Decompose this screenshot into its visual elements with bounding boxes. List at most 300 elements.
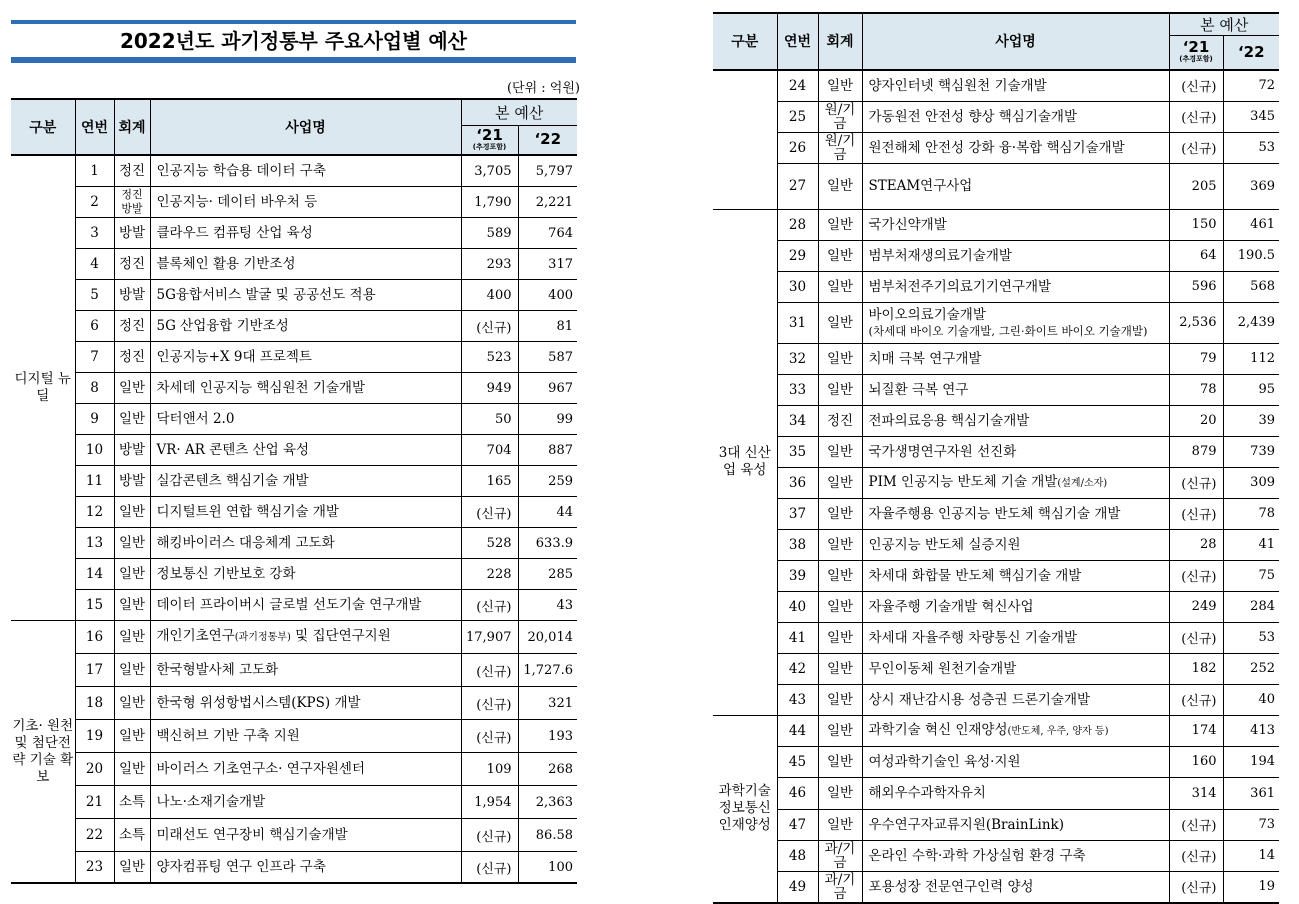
project-name-text: 디지털트윈 연합 핵심기술 개발 (156, 504, 339, 520)
project-name-text: 한국형발사체 고도화 (156, 662, 279, 678)
project-name (862, 529, 1169, 560)
project-name-text: 한국형 위성항법시스템(KPS) 개발 (156, 695, 361, 711)
row-number: 38 (777, 529, 818, 560)
table-row (11, 249, 577, 280)
project-name (150, 342, 461, 373)
header-account: 회계 (818, 13, 862, 70)
budget-2022: 633.9 (518, 528, 577, 559)
budget-2022: 40 (1223, 684, 1279, 715)
page-title-banner (11, 20, 576, 64)
table-row (713, 240, 1279, 271)
project-name (862, 70, 1169, 102)
budget-2021: 1,954 (461, 786, 518, 819)
project-name-text: 국가신약개발 (868, 216, 947, 233)
project-name (862, 777, 1169, 809)
account-cell: 일반 (818, 302, 862, 343)
row-number: 13 (75, 528, 114, 559)
header-y21: ‘21 (추경포함) (1169, 36, 1223, 70)
account-cell: 정진 방발 (114, 187, 150, 218)
category-cell: 디지털 뉴딜 (11, 155, 75, 621)
account-cell: 일반 (114, 753, 150, 786)
row-number: 46 (777, 777, 818, 809)
budget-2022: 86.58 (518, 819, 577, 852)
project-name-text: 치매 극복 연구개발 (868, 350, 982, 367)
budget-2022: 112 (1223, 343, 1279, 374)
project-name-text: 데이터 프라이버시 글로벌 선도기술 연구개발 (156, 597, 422, 613)
project-name (150, 218, 461, 249)
project-name-note: (설계/소자) (1057, 477, 1108, 489)
account-cell: 소특 (114, 819, 150, 852)
project-name (862, 343, 1169, 374)
account-cell: 방발 (114, 435, 150, 466)
account-cell: 정진 (114, 342, 150, 373)
table-row (713, 746, 1279, 777)
budget-2021: (신규) (1169, 840, 1223, 871)
row-number: 49 (777, 871, 818, 903)
header-y22: ‘22 (518, 125, 577, 155)
account-cell: 일반 (114, 559, 150, 590)
row-number: 15 (75, 590, 114, 621)
project-name (862, 809, 1169, 840)
budget-2022: 14 (1223, 840, 1279, 871)
project-name-text: 전파의료응용 핵심기술개발 (868, 412, 1030, 429)
budget-2022: 19 (1223, 871, 1279, 903)
project-name-text: 원전해체 안전성 강화 융·복합 핵심기술개발 (868, 139, 1125, 156)
budget-2022: 73 (1223, 809, 1279, 840)
table-row (11, 311, 577, 342)
project-name (862, 101, 1169, 132)
table-row (11, 654, 577, 687)
project-name-text: 인공지능 학습용 데이터 구축 (156, 163, 326, 179)
project-name (150, 187, 461, 218)
row-number: 22 (75, 819, 114, 852)
budget-2022: 461 (1223, 209, 1279, 240)
account-cell: 원/기금 (818, 101, 862, 132)
row-number: 14 (75, 559, 114, 590)
account-cell: 일반 (114, 654, 150, 687)
account-cell: 일반 (114, 373, 150, 404)
account-cell: 일반 (818, 271, 862, 302)
account-cell: 일반 (818, 529, 862, 560)
row-number: 43 (777, 684, 818, 715)
header-category: 구분 (11, 99, 75, 155)
budget-2022: 43 (518, 590, 577, 621)
budget-2021: 64 (1169, 240, 1223, 271)
table-row (713, 591, 1279, 622)
account-cell: 일반 (818, 498, 862, 529)
budget-2022: 2,363 (518, 786, 577, 819)
project-name-text: 차세대 자율주행 차량통신 기술개발 (868, 629, 1077, 646)
row-number: 37 (777, 498, 818, 529)
row-number: 4 (75, 249, 114, 280)
budget-2022: 194 (1223, 746, 1279, 777)
table-row (713, 70, 1279, 102)
header-category: 구분 (713, 13, 777, 70)
table-row (11, 559, 577, 590)
table-row (11, 687, 577, 720)
budget-2022: 99 (518, 404, 577, 435)
budget-2021: 109 (461, 753, 518, 786)
project-name (862, 163, 1169, 209)
account-cell: 일반 (818, 436, 862, 467)
budget-2021: (신규) (461, 687, 518, 720)
budget-2021: (신규) (461, 720, 518, 753)
project-name-text: 가동원전 안전성 향상 핵심기술개발 (868, 108, 1077, 125)
budget-2021: 293 (461, 249, 518, 280)
table-row (713, 405, 1279, 436)
row-number: 27 (777, 163, 818, 209)
table-row (713, 271, 1279, 302)
account-cell: 과/기금 (818, 840, 862, 871)
project-name (862, 436, 1169, 467)
account-cell: 일반 (818, 591, 862, 622)
project-name (862, 840, 1169, 871)
budget-2021: 150 (1169, 209, 1223, 240)
project-name-text: 무인이동체 원천기술개발 (868, 660, 1017, 677)
project-name (862, 622, 1169, 653)
project-name (150, 753, 461, 786)
header-account: 회계 (114, 99, 150, 155)
project-name (150, 852, 461, 884)
budget-2021: 249 (1169, 591, 1223, 622)
project-name-text: 여성과학기술인 육성·지원 (868, 753, 1021, 770)
budget-2022: 413 (1223, 715, 1279, 746)
budget-2021: (신규) (1169, 560, 1223, 591)
table-row (11, 466, 577, 497)
table-row (713, 163, 1279, 209)
project-name-text: 차세데 인공지능 핵심원천 기술개발 (156, 380, 365, 396)
budget-2022: 2,221 (518, 187, 577, 218)
budget-2021: 1,790 (461, 187, 518, 218)
account-cell: 일반 (818, 746, 862, 777)
budget-2021: 28 (1169, 529, 1223, 560)
project-name (862, 560, 1169, 591)
row-number: 48 (777, 840, 818, 871)
project-name (150, 497, 461, 528)
budget-2021: 949 (461, 373, 518, 404)
header-project: 사업명 (150, 99, 461, 155)
project-name (150, 280, 461, 311)
project-name-text: 블록체인 활용 기반조성 (156, 256, 296, 272)
budget-2021: (신규) (461, 590, 518, 621)
budget-2022: 321 (518, 687, 577, 720)
budget-2021: (신규) (1169, 132, 1223, 163)
budget-2022: 887 (518, 435, 577, 466)
project-name-text: 백신허브 기반 구축 지원 (156, 728, 300, 744)
table-row (713, 622, 1279, 653)
row-number: 47 (777, 809, 818, 840)
budget-2021: (신규) (1169, 871, 1223, 903)
project-name (862, 467, 1169, 498)
table-row (713, 209, 1279, 240)
row-number: 31 (777, 302, 818, 343)
budget-2021: 2,536 (1169, 302, 1223, 343)
table-row (11, 280, 577, 311)
row-number: 40 (777, 591, 818, 622)
table-row (11, 373, 577, 404)
row-number: 2 (75, 187, 114, 218)
budget-2021: (신규) (461, 311, 518, 342)
budget-2022: 81 (518, 311, 577, 342)
budget-2022: 317 (518, 249, 577, 280)
project-name (150, 786, 461, 819)
project-name (150, 590, 461, 621)
project-name-text: 국가생명연구자원 선진화 (868, 443, 1017, 460)
account-cell: 일반 (114, 404, 150, 435)
project-name-text: 인공지능· 데이터 바우처 등 (156, 194, 318, 210)
project-name-text: 양자인터넷 핵심원천 기술개발 (868, 77, 1047, 94)
budget-2021: 528 (461, 528, 518, 559)
project-name-text: 개인기초연구 (156, 628, 235, 644)
account-cell: 일반 (818, 622, 862, 653)
account-cell: 일반 (818, 715, 862, 746)
row-number: 39 (777, 560, 818, 591)
header-no: 연번 (75, 99, 114, 155)
account-cell: 일반 (114, 590, 150, 621)
project-name (862, 684, 1169, 715)
budget-2022: 5,797 (518, 155, 577, 187)
table-row (11, 528, 577, 559)
row-number: 3 (75, 218, 114, 249)
account-cell: 일반 (114, 852, 150, 884)
budget-2021: (신규) (461, 819, 518, 852)
account-cell: 일반 (818, 467, 862, 498)
project-name-text: VR· AR 콘텐츠 산업 육성 (156, 442, 310, 458)
row-number: 28 (777, 209, 818, 240)
project-name (862, 405, 1169, 436)
project-name-text: 범부처전주기의료기기연구개발 (868, 278, 1052, 295)
account-cell: 일반 (818, 209, 862, 240)
project-name (862, 653, 1169, 684)
title-top-rule (11, 20, 576, 24)
account-cell: 소특 (114, 786, 150, 819)
project-name (150, 528, 461, 559)
budget-2022: 20,014 (518, 621, 577, 654)
row-number: 41 (777, 622, 818, 653)
budget-2022: 100 (518, 852, 577, 884)
project-name (150, 559, 461, 590)
table-row (11, 753, 577, 786)
project-name (862, 302, 1169, 343)
budget-2021: (신규) (461, 852, 518, 884)
project-name-text: 양자컴퓨팅 연구 인프라 구축 (156, 859, 326, 875)
project-name-text: STEAM연구사업 (868, 178, 973, 194)
table-row (713, 871, 1279, 903)
table-row (713, 809, 1279, 840)
budget-2022: 2,439 (1223, 302, 1279, 343)
project-name (862, 374, 1169, 405)
budget-table-left (11, 98, 577, 884)
row-number: 10 (75, 435, 114, 466)
project-name (862, 240, 1169, 271)
account-cell: 정진 (818, 405, 862, 436)
project-name (862, 591, 1169, 622)
project-name-text: 과학기술 혁신 인재양성 (868, 721, 1008, 738)
header-budget: 본 예산 (461, 99, 577, 125)
project-name-text: 정보통신 기반보호 강화 (156, 566, 296, 582)
table-row (713, 467, 1279, 498)
project-name (150, 311, 461, 342)
budget-2021: 174 (1169, 715, 1223, 746)
budget-2022: 739 (1223, 436, 1279, 467)
budget-2022: 369 (1223, 163, 1279, 209)
budget-2021: (신규) (1169, 467, 1223, 498)
account-cell: 일반 (818, 163, 862, 209)
budget-2021: 205 (1169, 163, 1223, 209)
project-name (150, 466, 461, 497)
project-name-note: (반도체, 우주, 양자 등) (1007, 725, 1109, 737)
budget-2021: 78 (1169, 374, 1223, 405)
table-row (713, 777, 1279, 809)
project-name-text: 뇌질환 극복 연구 (868, 381, 969, 398)
project-name (862, 209, 1169, 240)
row-number: 35 (777, 436, 818, 467)
project-name (150, 373, 461, 404)
budget-2022: 72 (1223, 70, 1279, 102)
row-number: 29 (777, 240, 818, 271)
budget-2022: 361 (1223, 777, 1279, 809)
table-row (11, 187, 577, 218)
project-name-text: 범부처재생의료기술개발 (868, 247, 1012, 264)
budget-2021: 589 (461, 218, 518, 249)
budget-2021: 400 (461, 280, 518, 311)
budget-2021: 165 (461, 466, 518, 497)
project-name (150, 435, 461, 466)
budget-2022: 78 (1223, 498, 1279, 529)
row-number: 25 (777, 101, 818, 132)
project-name-text: 나노·소재기술개발 (156, 794, 266, 810)
project-name (150, 155, 461, 187)
budget-2021: (신규) (1169, 70, 1223, 102)
project-name (150, 621, 461, 654)
row-number: 20 (75, 753, 114, 786)
project-name-text: 미래선도 연구장비 핵심기술개발 (156, 827, 348, 843)
table-row (713, 302, 1279, 343)
budget-2022: 587 (518, 342, 577, 373)
category-cell (713, 70, 777, 210)
budget-2021: 50 (461, 404, 518, 435)
account-cell: 원/기금 (818, 132, 862, 163)
project-name-text: 닥터앤서 2.0 (156, 411, 235, 427)
row-number: 19 (75, 720, 114, 753)
header-budget: 본 예산 (1169, 13, 1279, 36)
table-row (713, 684, 1279, 715)
budget-2022: 309 (1223, 467, 1279, 498)
budget-2021: 79 (1169, 343, 1223, 374)
budget-2021: (신규) (1169, 498, 1223, 529)
table-row (11, 621, 577, 654)
title-bottom-rule (11, 57, 576, 63)
account-cell: 정진 (114, 311, 150, 342)
account-cell: 일반 (114, 621, 150, 654)
budget-2022: 400 (518, 280, 577, 311)
table-row (11, 819, 577, 852)
project-name (150, 720, 461, 753)
project-name-text: 포용성장 전문연구인력 양성 (868, 878, 1034, 895)
project-name (150, 404, 461, 435)
project-name-text: 자율주행용 인공지능 반도체 핵심기술 개발 (868, 505, 1121, 522)
table-row (713, 132, 1279, 163)
row-number: 18 (75, 687, 114, 720)
row-number: 33 (777, 374, 818, 405)
account-cell: 일반 (114, 497, 150, 528)
budget-2021: 20 (1169, 405, 1223, 436)
account-cell: 정진 (114, 155, 150, 187)
budget-2021: 17,907 (461, 621, 518, 654)
account-cell: 일반 (818, 70, 862, 102)
account-cell: 방발 (114, 218, 150, 249)
project-name-text: 우수연구자교류지원(BrainLink) (868, 816, 1064, 833)
table-row (11, 786, 577, 819)
budget-2022: 41 (1223, 529, 1279, 560)
budget-2022: 345 (1223, 101, 1279, 132)
account-cell: 일반 (818, 684, 862, 715)
budget-2022: 268 (518, 753, 577, 786)
budget-table-right (713, 12, 1279, 904)
table-row (11, 404, 577, 435)
budget-2022: 53 (1223, 622, 1279, 653)
table-row (11, 720, 577, 753)
table-row (713, 653, 1279, 684)
budget-2021: 160 (1169, 746, 1223, 777)
budget-2021: 228 (461, 559, 518, 590)
account-cell: 일반 (114, 687, 150, 720)
row-number: 6 (75, 311, 114, 342)
project-name-text: 해킹바이러스 대응체계 고도화 (156, 535, 335, 551)
account-cell: 일반 (818, 653, 862, 684)
project-name-tail: 및 집단연구지원 (290, 628, 391, 644)
row-number: 44 (777, 715, 818, 746)
project-name-text: 해외우수과학자유치 (868, 785, 986, 801)
category-cell: 기초· 원천 및 첨단전략 기술 확보 (11, 621, 75, 884)
account-cell: 일반 (818, 240, 862, 271)
project-name-text: 5G 산업융합 기반조성 (156, 318, 289, 334)
table-row (11, 852, 577, 884)
project-name-text: 온라인 수학·과학 가상실험 환경 구축 (868, 847, 1086, 864)
account-cell: 방발 (114, 280, 150, 311)
budget-2021: (신규) (1169, 622, 1223, 653)
account-cell: 정진 (114, 249, 150, 280)
row-number: 23 (75, 852, 114, 884)
budget-2022: 252 (1223, 653, 1279, 684)
budget-2022: 284 (1223, 591, 1279, 622)
project-name (150, 654, 461, 687)
table-row (713, 529, 1279, 560)
budget-2022: 764 (518, 218, 577, 249)
project-name-text: 바이러스 기초연구소· 연구자원센터 (156, 761, 365, 777)
row-number: 1 (75, 155, 114, 187)
budget-2022: 95 (1223, 374, 1279, 405)
budget-2021: 182 (1169, 653, 1223, 684)
table-row (713, 498, 1279, 529)
row-number: 16 (75, 621, 114, 654)
row-number: 5 (75, 280, 114, 311)
row-number: 24 (777, 70, 818, 102)
budget-2022: 568 (1223, 271, 1279, 302)
account-cell: 일반 (818, 809, 862, 840)
project-name-text: 상시 재난감시용 성층권 드론기술개발 (868, 691, 1091, 708)
header-y21: ‘21 (추경포함) (461, 125, 518, 155)
project-name-text: 클라우드 컴퓨팅 산업 육성 (156, 225, 313, 241)
project-name (862, 498, 1169, 529)
budget-2021: 314 (1169, 777, 1223, 809)
header-no: 연번 (777, 13, 818, 70)
account-cell: 일반 (114, 528, 150, 559)
table-row (713, 374, 1279, 405)
project-name-text: 자율주행 기술개발 혁신사업 (868, 598, 1034, 615)
project-name-text: 5G융합서비스 발굴 및 공공선도 적용 (156, 287, 376, 303)
project-name-text: 실감콘텐츠 핵심기술 개발 (156, 473, 309, 489)
